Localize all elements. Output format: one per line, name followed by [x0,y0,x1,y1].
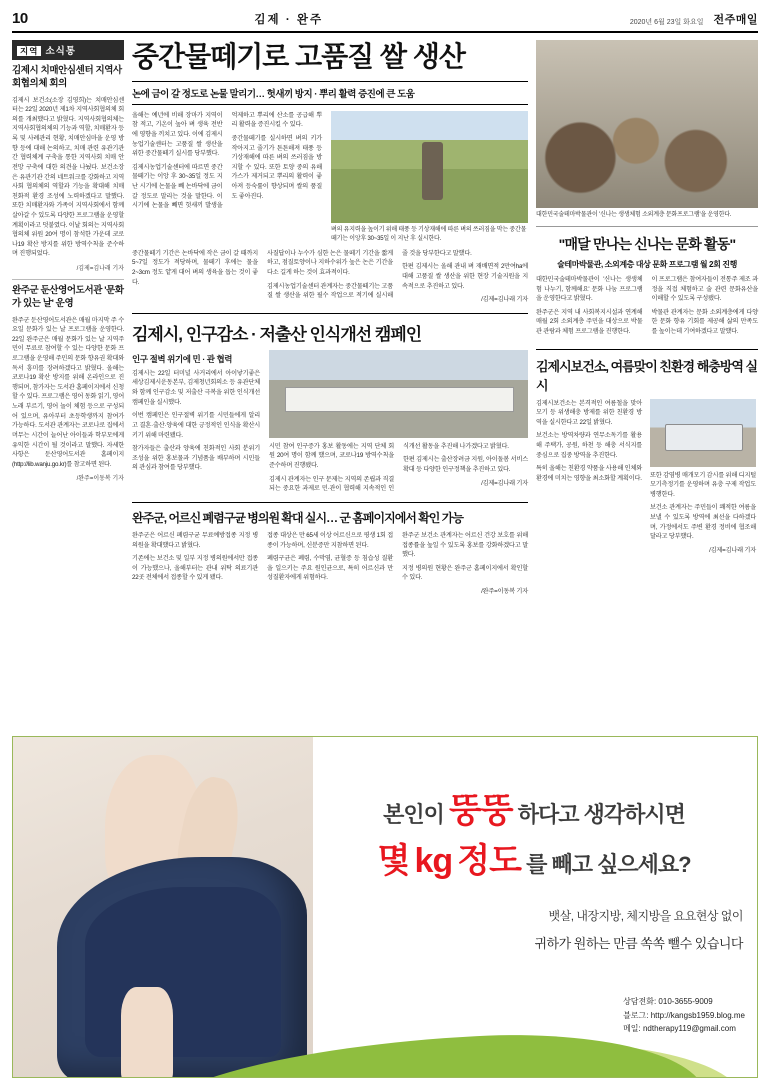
museum-subhead: 술테마박물관, 소외계층 대상 문화 프로그램 월 2회 진행 [557,260,737,269]
masthead [12,10,758,33]
sidebar-article-byline: /김제=김나래 기자 [76,265,124,272]
paragraph: 김제시농업기술센터에 따르면 중간물떼기는 이앙 후 30~35일 정도 지난 시기에 논물을 빼 논바닥에 금이 갈 정도로 말리는 것을 말한다. 이 시기에 논물을 빼면 헛새끼 발생을 억제하고 뿌리에 산소를 공급해 뿌리 활력을 증진시킬 수 있다. [132,111,322,210]
paragraph: 접종 대상은 만 65세 이상 어르신으로 평생 1회 접종이 가능하며, 신분증만 지참하면 된다. [267,531,393,549]
lead-text-rest [132,249,528,305]
paragraph: 이번 캠페인은 인구절벽 위기를 시민들에게 알리고 결혼·출산·양육에 대한 긍정적인 인식을 확산시키기 위해 마련됐다. [132,412,260,439]
article-text [269,442,528,494]
ad-headline-1-emphasis: 뚱뚱 [448,792,513,830]
sidebar-article-body: 완주군 둔산영어도서관은 매월 마지막 주 수요일 문화가 있는 날 프로그램을 운영한다. 22일 완주군은 매월 문화가 있는 날 지역주민이 무료로 참여할 수 있는 다양한 문화 프로그램을 운영해 주민의 문화 향유권 확대와 독서 흥미를 장려하겠다고 밝혔다. 올해는 코로나19 확산 방지를 위해 온라인으로 진행되며, 참가자는 도서관 홈페이지에서 신청할 수 있다. 프로그램은 영어 동화 읽기, 영어 노래 부르기, 영어 놀이 체험 등으로 구성되어 있으며, 유아부터 초등학생까지 참여가 가능하다. 도서관 관계자는 코로나로 집에서 머무는 시간이 늘어난 아이들과 학부모에게 유익한 시간이 될 것이라고 말했다. 자세한 사항은 둔산영어도서관 홈페이지(http://lib.wanju.go.kr)를 참고하면 된다. [12,316,124,468]
paragraph: 참가자들은 출산과 양육에 친화적인 사회 분위기 조성을 위한 홍보물과 기념품을 배부하며 시민들의 관심과 참여를 당부했다. [132,445,260,472]
article-title: 김제시, 인구감소 · 저출산 인식개선 캠페인 [132,324,422,344]
lead-kicker: 논에 금이 갈 정도로 논물 말리기… 헛새끼 방지 · 뿌리 활력 증진에 큰 도움 [132,81,528,105]
ad-email[interactable]: 메일: ndtherapy119@gmail.com [623,1024,736,1034]
museum-photo-caption: 대한민국술테마박물관이 '신나는 생생체험 소외계층 문화프로그램'을 운영한다. [536,212,732,218]
lead-photo [331,111,528,223]
article-byline: /김제=김나래 기자 [481,479,528,487]
sidebar-header-label: 소식통 [45,46,76,57]
sidebar-article [12,60,124,280]
page-number: 10 [12,10,28,27]
masthead-right [630,11,758,27]
ad-subcopy-2: 귀하가 원하는 만큼 쏙쏙 뺄수 있습니다 [534,936,743,951]
ad-headline-2a: 몇 [377,842,410,880]
article-title: 김제시보건소, 여름맞이 친환경 해충방역 실시 [536,358,758,393]
paragraph: 시민 참여 인구증가 홍보 활동에는 지역 단체 회원 20여 명이 함께 했으며, 코로나19 방역수칙을 준수하며 진행됐다. [269,442,394,470]
pest-control-photo [650,399,756,467]
ad-phone[interactable]: 상담전화: 010-3655-9009 [623,997,713,1006]
ad-headline-line1 [319,783,749,832]
paragraph: 올해는 예년에 비해 장마가 지역이 참 적고, 기온이 높아 벼 생육 전반에 영향을 끼치고 있다. 이에 김제시농업기술센터는 고품질 쌀 생산을 위한 중간물떼기 실시를 당부했다. [132,111,223,158]
lead-article [132,42,528,305]
ad-blog-link[interactable]: 블로그: http://kangsb1959.blog.me [623,1010,745,1020]
paragraph: 김제시는 22일 터미널 사거리에서 아이낳기좋은세상김제시운동본부, 김제청년회의소 등 유관단체와 함께 인구감소 및 저출산 극복을 위한 인식개선 캠페인을 실시했다. [132,369,260,406]
ad-headline-1b: 하다고 생각하시면 [517,802,685,827]
sidebar-article-byline: /완주=이동복 기자 [76,476,124,483]
paragraph: 박물관 관계자는 문화 소외계층에게 다양한 문화 향유 기회를 제공해 삶의 만족도를 높이는데 기여하겠다고 말했다. [651,308,758,336]
paragraph: 폐렴구균은 폐렴, 수막염, 균혈증 등 침습성 질환을 일으키는 주요 원인균으로, 특히 어르신과 만성질환자에게 위험하다. [267,555,393,582]
paragraph: 보건소 관계자는 주민들이 쾌적한 여름을 보낼 수 있도록 방역에 최선을 다하겠다며, 가정에서도 주변 환경 정비에 협조해 달라고 당부했다. [650,504,756,541]
paragraph: 기존에는 보건소 및 일부 지정 병의원에서만 접종이 가능했으나, 올해부터는 관내 위탁 의료기관 22곳 전체에서 접종할 수 있게 됐다. [132,555,258,582]
sidebar-header [12,40,124,60]
article-text [132,531,528,597]
paragraph: 김제시보건소는 본격적인 여름철을 맞아 모기 등 위생해충 방제를 위한 친환경 방역을 실시한다고 22일 밝혔다. [536,399,642,426]
ad-headline-line2 [319,833,749,882]
lead-photo-caption: 벼의 유지력을 높이기 위해 태풍 등 기상재해에 따른 벼의 쓰러짐을 막는 중간물떼기는 이앙후 30~35일 이 지난 후 실시한다. [331,226,527,242]
museum-text [536,275,758,341]
paragraph: 대한민국술테마박물관이 '신나는 생생체험 나누기, 함께해요' 문화 나눔 프로그램을 운영한다고 밝혔다. [536,276,643,303]
section-title: 김제 · 완주 [254,14,324,26]
museum-photo [536,40,758,208]
ad-headline-2-unit: kg [414,842,453,880]
paragraph: 사질답이나 누수가 심한 논은 물떼기 기간을 짧게 하고, 점질토양이나 지하수위가 높은 논은 기간을 다소 길게 하는 것이 효과적이다. [267,249,393,277]
ad-headline-2-amount: 정도 [457,842,521,880]
ad-headline-2c: 를 빼고 싶으세요? [526,852,691,877]
sidebar-article-title: 김제시 치매안심센터 지역사회협의체 회의 [12,65,122,89]
sidebar-header-tag: 지역 [17,46,41,56]
paragraph: 지정 병의원 현황은 완주군 홈페이지에서 확인할 수 있다. [402,564,528,582]
paragraph: 보건소는 방역차량과 연무소독기를 활용해 주택가, 공원, 하천 등 해충 서식지를 중심으로 집중 방역을 추진한다. [536,432,642,459]
sidebar-article [12,280,124,489]
paragraph: 또한 감염병 매개모기 감시를 위해 디지털모기측정기를 운영하며 유충 구제 작업도 병행한다. [650,471,756,498]
advertisement[interactable] [12,736,758,1078]
lead-text-left [132,111,322,211]
article-pneumococcal [132,502,528,597]
page-body [12,40,758,597]
museum-headline: "매달 만나는 신나는 문화 활동" [558,236,736,252]
right-column [536,40,758,597]
paragraph: 이 프로그램은 참여자들이 전통주 제조 과정을 직접 체험하고 술 관련 문화유산을 이해할 수 있도록 구성됐다. [651,276,758,303]
paragraph: 김제시 관계자는 인구 문제는 지역의 존립과 직결되는 중요한 과제로 민·관이 협력해 지속적인 인식개선 활동을 추진해 나가겠다고 밝혔다. [269,442,509,493]
article-title: 완주군, 어르신 폐렴구균 병의원 확대 실시… 군 홈페이지에서 확인 가능 [132,510,463,525]
paragraph: 중간물떼기를 실시하면 벼의 키가 작아지고 줄기가 튼튼해져 태풍 등 기상재해에 따른 벼의 쓰러짐을 방지할 수 있다. 또한 토양 중의 유해가스가 제거되고 뿌리의 활력이 좋아져 등숙률이 향상되며 쌀의 품질도 좋아진다. [231,135,322,200]
paragraph: 완주군은 지역 내 사회복지시설과 연계해 매월 2회 소외계층 주민을 대상으로 박물관 관람과 체험 프로그램을 진행한다. [536,308,643,336]
paragraph: 한편 김제시는 올해 관내 벼 재배면적 2만여ha에 대해 고품질 쌀 생산을 위한 현장 기술지원을 지속적으로 추진하고 있다. [402,263,528,290]
paragraph: 한편 김제시는 출산장려금 지원, 아이돌봄 서비스 확대 등 다양한 인구정책을 추진하고 있다. [403,456,528,474]
article-byline: /김제=김나래 기자 [709,546,756,554]
paragraph: 김제시농업기술센터 관계자는 중간물떼기는 고품질 쌀 생산을 위한 필수 작업으로 적기에 실시해 줄 것을 당부한다고 말했다. [267,249,472,300]
issue-date: 2020년 6월 23일 화요일 [629,19,704,26]
ad-model-leg [121,987,173,1078]
main-column [132,40,528,597]
paragraph: 특히 올해는 친환경 약품을 사용해 인체와 환경에 미치는 영향을 최소화할 계획이다. [536,465,642,482]
ad-copy [313,737,758,1078]
sidebar-article-body: 김제시 보건소(소장 김영희)는 치매안심센터는 22일 2020년 제1차 지역사회협의체 회의를 개최했다고 밝혔다. 지역사회협의체는 지역사회협의체의 기능과 역할, 치매환자 등록 및 사례관리 현황, 치매안심마을 운영 방향 등에 대해 논의하고, 치매 관련 유관기관 간 협력체계 구축을 통한 지역사회 치매 안전망 구축에 대한 의견을 나눴다. 보건소장은 유관기관 간의 네트워크를 강화하고 지역사회 협의체의 역할과 기능을 확대해 치매 친화적 환경 조성에 노력하겠다고 말했다. 또한 치매환자와 가족이 지역사회에서 함께 살아갈 수 있도록 다양한 프로그램을 운영할 계획이라고 덧붙였다. 이날 회의는 지역사회 협의체 위원 20여 명이 참석한 가운데 코로나19 확산 방지를 위한 방역수칙을 준수하며 진행되었다. [12,96,124,258]
article-photo [269,350,528,438]
sidebar-article-title: 완주군 둔산영어도서관 '문화가 있는 날' 운영 [12,284,124,309]
article-population [132,313,528,494]
ad-oversized-jeans [57,857,307,1078]
ad-photo [13,737,313,1078]
ad-subcopy-1: 뱃살, 내장지방, 체지방을 요요현상 없이 [548,909,743,923]
ad-contact-block [623,995,745,1036]
page-title: 중간물떼기로 고품질 쌀 생산 [132,41,465,72]
article-byline: /완주=이동복 기자 [481,587,528,595]
paragraph: 중간물떼기 기간은 논바닥에 작은 금이 갈 때까지 5~7일 정도가 적당하며, 물떼기 후에는 물을 2~3cm 정도 얕게 대어 벼의 생육을 돕는 것이 좋다. [132,249,258,286]
ad-headline-1a: 본인이 [383,802,444,827]
article-subhead: 인구 절벽 위기에 민 · 관 협력 [132,353,233,364]
paper-name: 전주매일 [713,14,758,26]
lead-byline: /김제=김나래 기자 [481,296,528,304]
paragraph: 완주군은 어르신 폐렴구균 무료예방접종 지정 병의원을 확대했다고 밝혔다. [132,531,258,549]
article-pest-control [536,349,758,556]
sidebar-column [12,40,124,597]
paragraph: 완주군 보건소 관계자는 어르신 건강 보호를 위해 접종률을 높일 수 있도록 홍보를 강화하겠다고 말했다. [402,531,528,559]
